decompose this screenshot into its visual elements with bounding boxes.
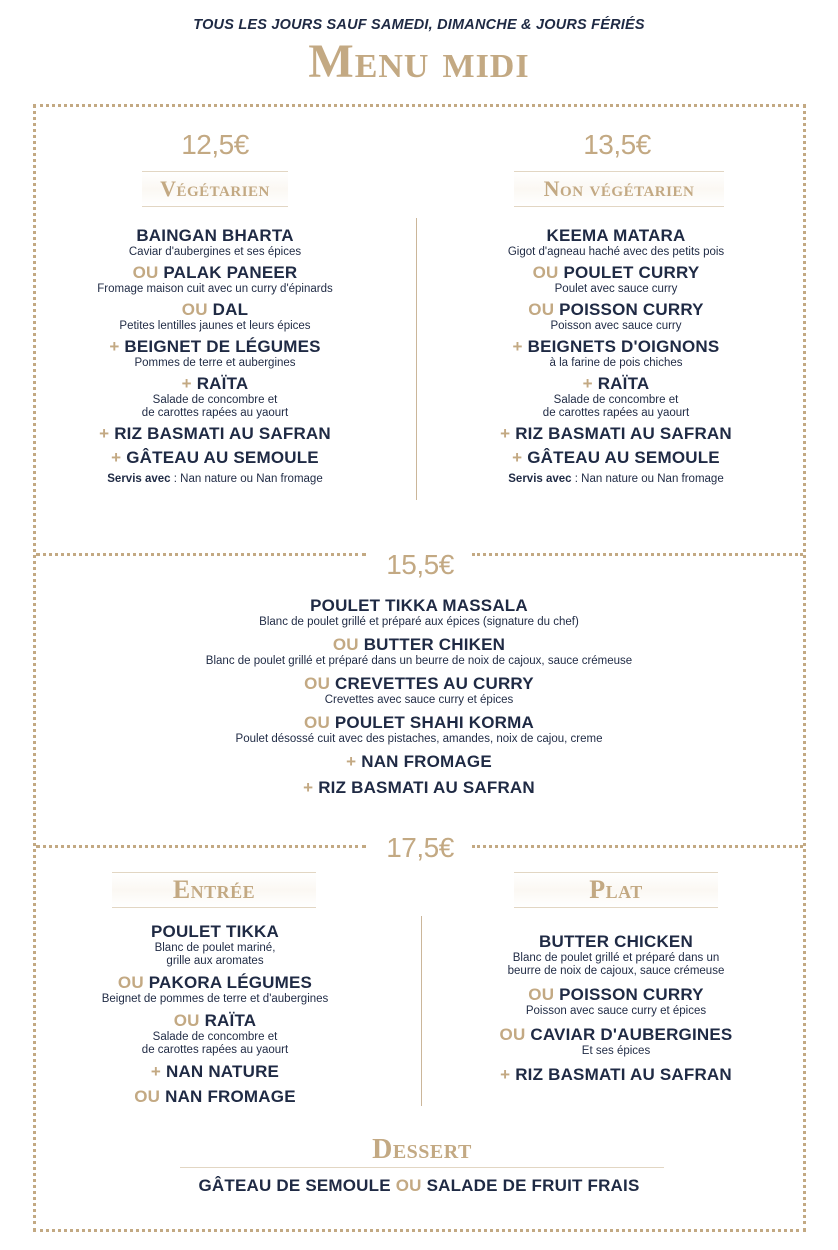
dish-description: Et ses épices: [581, 1045, 651, 1057]
dish-prefix: +: [111, 448, 122, 467]
dish-name: RIZ BASMATI AU SAFRAN: [318, 778, 535, 797]
divider-left: [36, 553, 366, 556]
menu-item: [446, 1024, 786, 1058]
dish-description: Caviar d'aubergines et ses épices: [128, 246, 302, 258]
dish-name: BEIGNETS D'OIGNONS: [527, 337, 720, 356]
divider-left-2: [36, 845, 366, 848]
divider-right: [472, 553, 803, 556]
menu-item: [446, 423, 786, 444]
dish-name: BEIGNET DE LÉGUMES: [124, 337, 321, 356]
section-title-non-vegetarian: Non végétarien: [514, 171, 724, 207]
dish-line: [446, 447, 786, 468]
dish-name: POULET TIKKA: [150, 922, 279, 941]
section-title-vegetarian: Végétarien: [142, 171, 288, 207]
dish-name: BAINGAN BHARTA: [136, 226, 294, 245]
menu-item: [60, 634, 778, 668]
dish-line: [45, 423, 385, 444]
dish-line: [446, 423, 786, 444]
dish-prefix: OU: [134, 1087, 161, 1106]
dish-name: POISSON CURRY: [559, 985, 704, 1004]
dish-description: à la farine de pois chiches: [549, 357, 683, 369]
dish-prefix: +: [150, 1062, 162, 1081]
dish-name: CAVIAR D'AUBERGINES: [530, 1025, 733, 1044]
dish-name: RIZ BASMATI AU SAFRAN: [515, 424, 732, 443]
dish-prefix: OU: [532, 263, 559, 282]
dish-line: [45, 1061, 385, 1082]
dish-description: Blanc de poulet mariné, grille aux aromates: [154, 942, 276, 967]
dish-name: CREVETTES AU CURRY: [335, 674, 534, 693]
dish-prefix: OU: [117, 973, 144, 992]
dish-name: NAN NATURE: [165, 1062, 280, 1081]
menu-item: [446, 225, 786, 259]
dish-prefix: +: [512, 448, 523, 467]
dish-prefix: OU: [132, 263, 159, 282]
dish-name: POULET TIKKA MASSALA: [310, 596, 528, 615]
dish-name: RAÏTA: [204, 1011, 257, 1030]
menu-item: [60, 777, 778, 798]
dish-name: POISSON CURRY: [559, 300, 704, 319]
dish-description: Crevettes avec sauce curry et épices: [324, 694, 514, 706]
dish-line: [45, 447, 385, 468]
dish-description: Blanc de poulet grillé et préparé dans un beurre de noix de cajoux, sauce crémeuse: [205, 655, 633, 667]
dish-line: [446, 984, 786, 1005]
menu-item: [45, 921, 385, 968]
dish-line: [60, 777, 778, 798]
dish-name: POULET CURRY: [563, 263, 700, 282]
menu-item: [60, 673, 778, 707]
dish-line: [45, 336, 385, 357]
dish-name: GÂTEAU AU SEMOULE: [527, 448, 720, 467]
dish-name: PAKORA LÉGUMES: [148, 973, 313, 992]
dish-name: RAÏTA: [597, 374, 650, 393]
dish-name: RIZ BASMATI AU SAFRAN: [515, 1065, 732, 1084]
dessert-option-1: GÂTEAU DE SEMOULE: [198, 1176, 391, 1195]
dish-line: [446, 931, 786, 952]
menu-item: [60, 712, 778, 746]
dish-line: [60, 634, 778, 655]
dish-line: [45, 1010, 385, 1031]
dish-line: [446, 262, 786, 283]
dish-prefix: +: [181, 374, 192, 393]
dish-description: Poisson avec sauce curry: [550, 320, 682, 332]
menu-item: [446, 299, 786, 333]
price-non-vegetarian: 13,5€: [583, 129, 651, 160]
dish-line: [446, 1024, 786, 1045]
served-with-note: [45, 472, 385, 486]
dish-line: [446, 373, 786, 394]
menu-item: [45, 447, 385, 468]
dish-description: Beignet de pommes de terre et d'aubergines: [101, 993, 329, 1005]
menu-item: [446, 373, 786, 420]
section-title-plat: Plat: [514, 872, 718, 908]
dish-description: Poulet avec sauce curry: [554, 283, 678, 295]
menu-item: [45, 225, 385, 259]
menu-item: [446, 336, 786, 370]
menu-item: [446, 1064, 786, 1085]
dish-description: Salade de concombre et de carottes rapées au yaourt: [141, 1031, 289, 1056]
dish-line: [45, 1086, 385, 1107]
column-divider: [416, 218, 417, 500]
menu-item: [60, 595, 778, 629]
section-title-dessert: Dessert: [180, 1133, 664, 1168]
dish-prefix: +: [500, 424, 511, 443]
dish-prefix: OU: [173, 1011, 200, 1030]
dish-prefix: +: [109, 337, 120, 356]
dessert-option-2: SALADE DE FRUIT FRAIS: [426, 1176, 640, 1195]
dish-description: Gigot d'agneau haché avec des petits pois: [507, 246, 725, 258]
non-vegetarian-list: [446, 225, 786, 486]
price-vegetarian: 12,5€: [181, 129, 249, 160]
served-label: Servis avec: [508, 473, 572, 485]
dish-description: Pommes de terre et aubergines: [134, 357, 296, 369]
menu-item: [446, 931, 786, 978]
price-main-course: 15,5€: [386, 549, 454, 580]
menu-item: [45, 373, 385, 420]
price-formula: 17,5€: [386, 832, 454, 863]
dish-prefix: +: [582, 374, 593, 393]
dish-prefix: +: [99, 424, 110, 443]
column-divider-2: [421, 916, 422, 1106]
dish-prefix: OU: [181, 300, 208, 319]
dish-prefix: OU: [528, 985, 555, 1004]
menu-item: [45, 972, 385, 1006]
dish-description: Salade de concombre et de carottes rapées au yaourt: [542, 394, 690, 419]
dish-line: [45, 225, 385, 246]
dish-prefix: +: [500, 1065, 511, 1084]
dessert-line: [0, 1175, 838, 1196]
dish-description: Blanc de poulet grillé et préparé dans un beurre de noix de cajoux, sauce crémeuse: [507, 952, 725, 977]
dish-name: KEEMA MATARA: [546, 226, 686, 245]
dish-line: [60, 595, 778, 616]
dish-name: NAN FROMAGE: [361, 752, 492, 771]
dish-name: POULET SHAHI KORMA: [334, 713, 534, 732]
served-with-note: [446, 472, 786, 486]
menu-item: [45, 299, 385, 333]
entree-list: [45, 921, 385, 1111]
availability-note: TOUS LES JOURS SAUF SAMEDI, DIMANCHE & JOURS FÉRIÉS: [193, 17, 645, 33]
dish-description: Poisson avec sauce curry et épices: [525, 1005, 707, 1017]
dish-description: Blanc de poulet grillé et préparé aux épices (signature du chef): [259, 616, 579, 628]
menu-item: [446, 984, 786, 1018]
served-text: : Nan nature ou Nan fromage: [170, 473, 323, 485]
dish-name: GÂTEAU AU SEMOULE: [126, 448, 319, 467]
divider-right-2: [472, 845, 803, 848]
dish-line: [45, 262, 385, 283]
dish-description: Petites lentilles jaunes et leurs épices: [119, 320, 311, 332]
dish-line: [60, 712, 778, 733]
dish-prefix: +: [346, 752, 357, 771]
dish-line: [45, 972, 385, 993]
menu-item: [45, 1061, 385, 1082]
dish-line: [45, 373, 385, 394]
served-text: : Nan nature ou Nan fromage: [571, 473, 724, 485]
menu-item: [45, 423, 385, 444]
dish-line: [446, 299, 786, 320]
dish-description: Poulet désossé cuit avec des pistaches, amandes, noix de cajou, creme: [235, 733, 603, 745]
dish-prefix: OU: [304, 713, 330, 732]
dish-name: RIZ BASMATI AU SAFRAN: [114, 424, 331, 443]
dish-line: [45, 299, 385, 320]
menu-item: [45, 336, 385, 370]
served-label: Servis avec: [107, 473, 171, 485]
menu-item: [446, 262, 786, 296]
dish-line: [446, 336, 786, 357]
dish-name: BUTTER CHICKEN: [539, 932, 693, 951]
dish-description: Salade de concombre et de carottes rapées au yaourt: [141, 394, 289, 419]
dish-description: Fromage maison cuit avec un curry d'épinards: [97, 283, 333, 295]
menu-item: [60, 751, 778, 772]
dish-line: [60, 673, 778, 694]
dish-prefix: OU: [332, 635, 359, 654]
dish-name: RAÏTA: [196, 374, 249, 393]
dessert-connector: OU: [395, 1176, 422, 1195]
plat-list: [446, 931, 786, 1091]
menu-item: [45, 1010, 385, 1057]
dish-name: DAL: [212, 300, 249, 319]
dish-prefix: OU: [528, 300, 555, 319]
dish-line: [446, 1064, 786, 1085]
menu-item: [45, 262, 385, 296]
dish-line: [446, 225, 786, 246]
dish-prefix: +: [512, 337, 523, 356]
main-course-list: [60, 595, 778, 803]
menu-item: [446, 447, 786, 468]
section-title-entree: Entrée: [112, 872, 316, 908]
dish-name: PALAK PANEER: [163, 263, 298, 282]
menu-item: [45, 1086, 385, 1107]
dish-prefix: +: [303, 778, 314, 797]
dish-prefix: OU: [499, 1025, 526, 1044]
dish-prefix: OU: [304, 674, 331, 693]
dish-name: NAN FROMAGE: [165, 1087, 296, 1106]
dish-line: [45, 921, 385, 942]
page-title: Menu midi: [308, 35, 530, 88]
dish-line: [60, 751, 778, 772]
vegetarian-list: [45, 225, 385, 486]
dish-name: BUTTER CHIKEN: [363, 635, 506, 654]
